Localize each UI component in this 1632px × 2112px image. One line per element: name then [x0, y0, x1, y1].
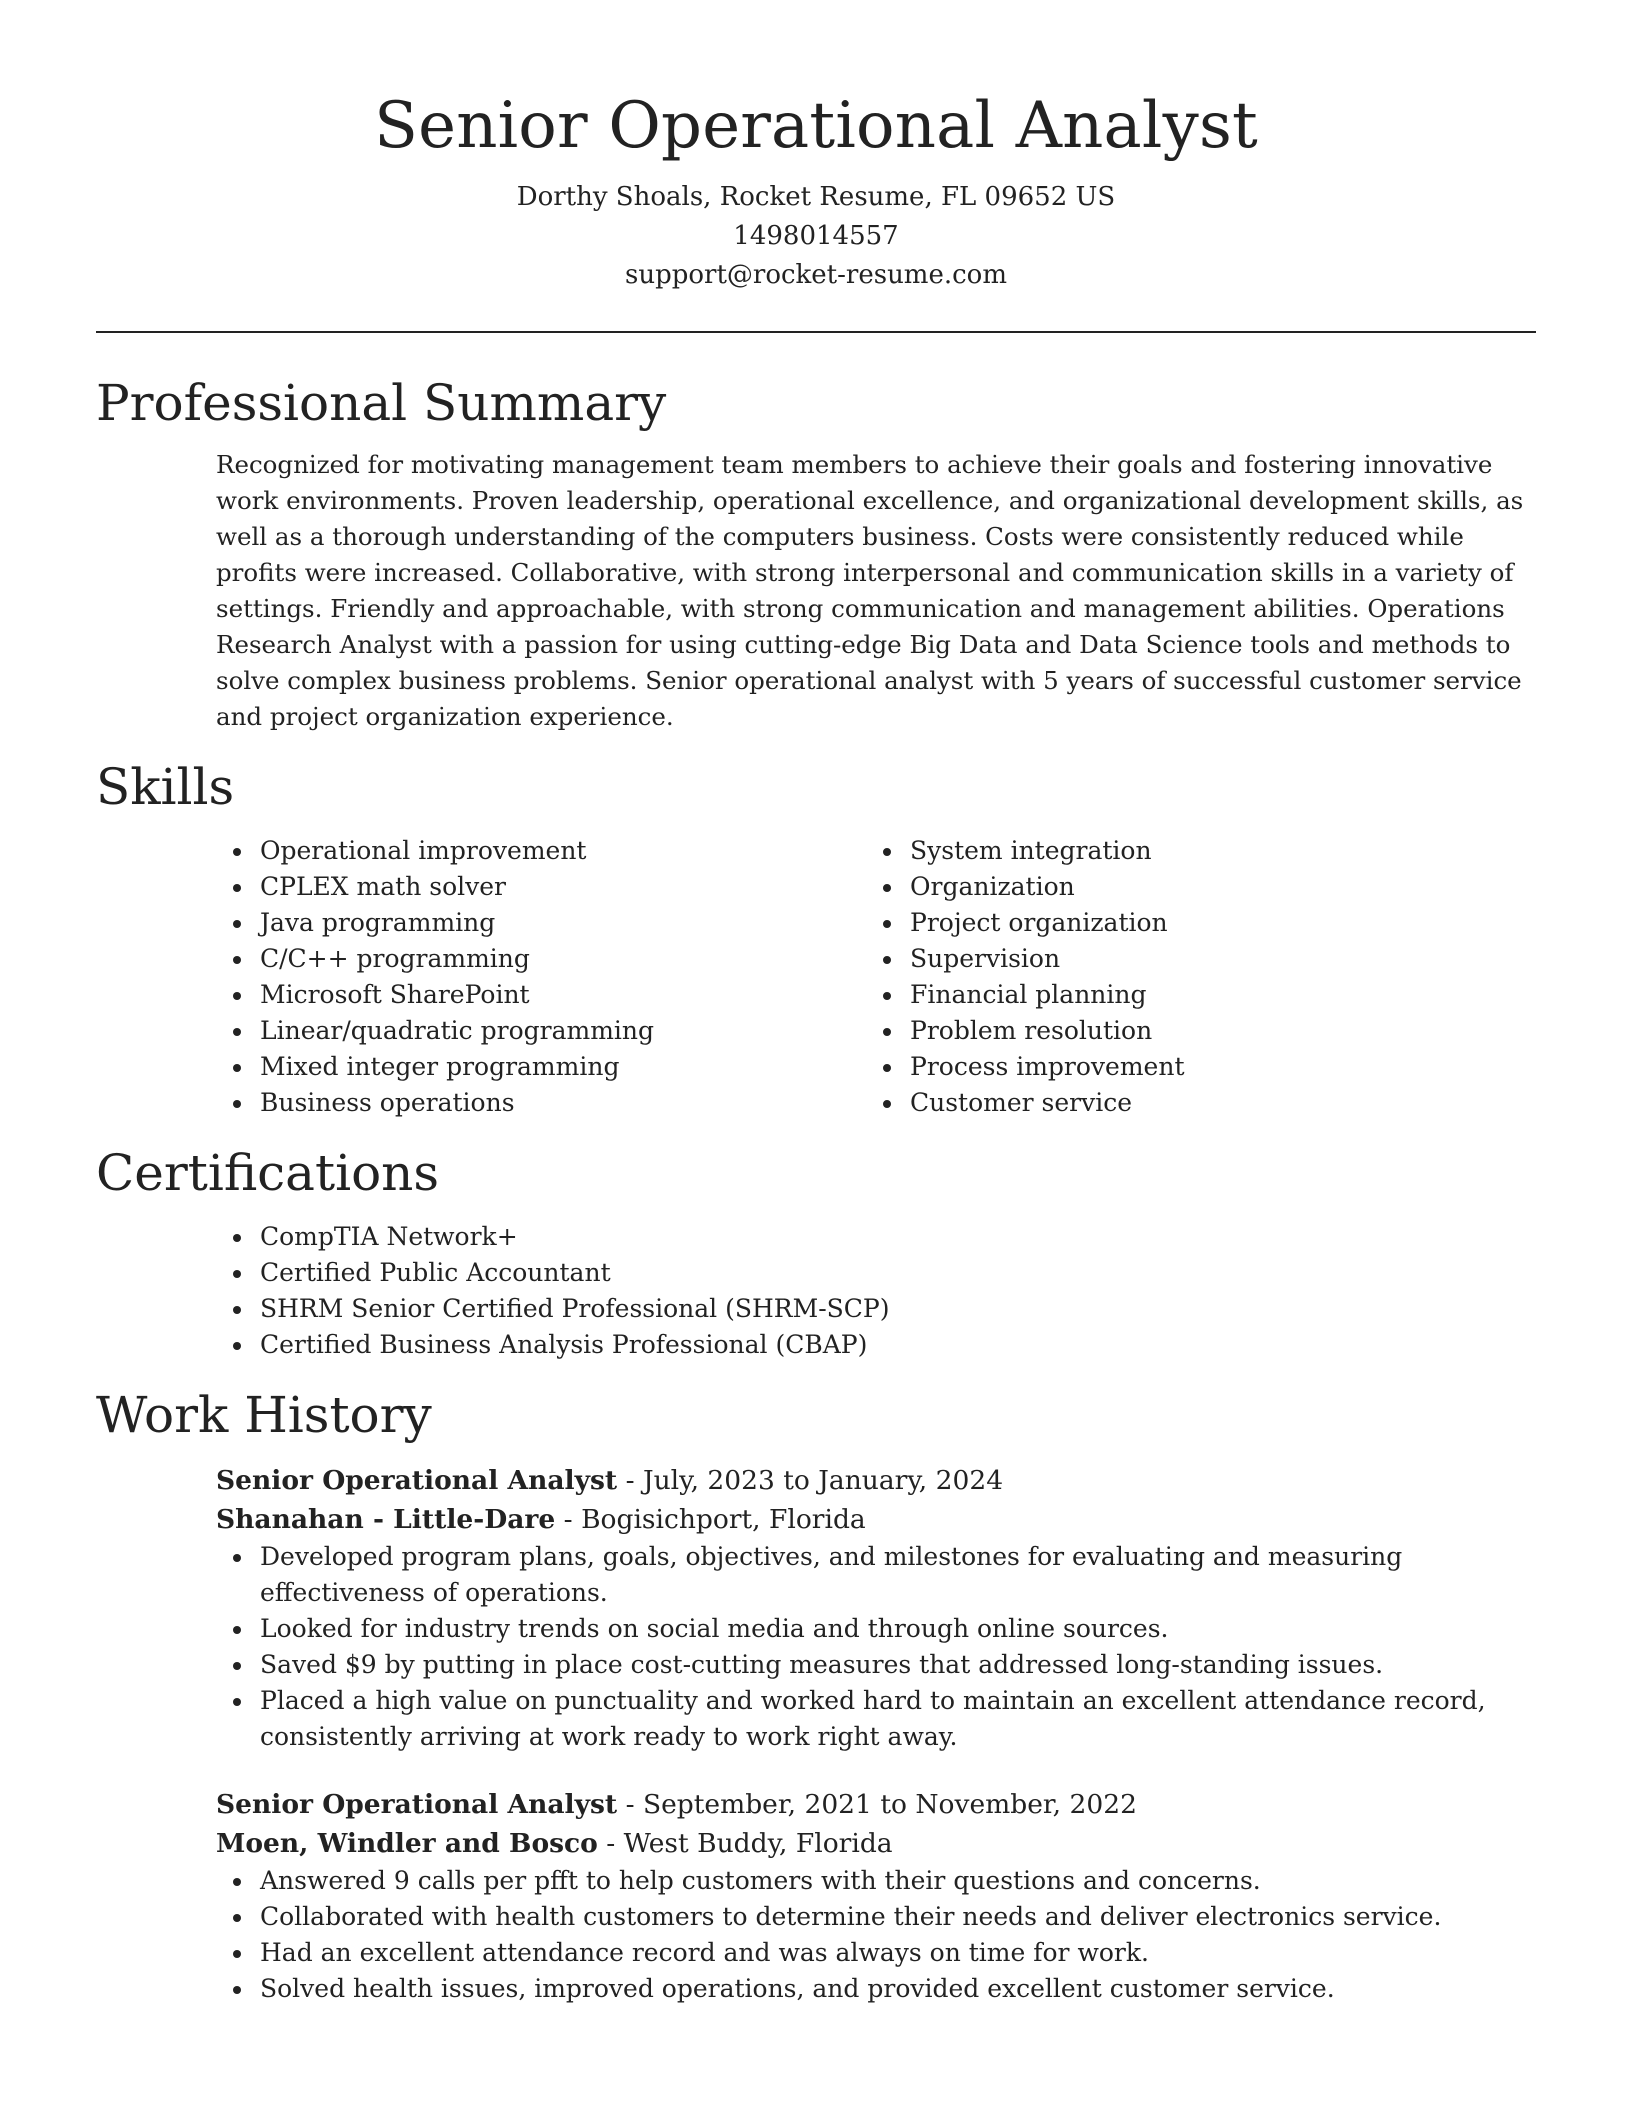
- job-entry: [216, 1461, 1536, 1755]
- skill-item: Supervision: [910, 941, 1516, 977]
- bullet-icon: [233, 1306, 241, 1314]
- bullet-icon: [233, 1662, 241, 1670]
- skill-item: Problem resolution: [910, 1013, 1516, 1049]
- skill-item: Business operations: [260, 1085, 866, 1121]
- bullet-icon: [883, 848, 891, 856]
- job-duty-item: Collaborated with health customers to determine their needs and deliver electronics service.: [260, 1899, 1536, 1935]
- certifications-list: [216, 1219, 1536, 1363]
- certification-item: Certified Business Analysis Professional (CBAP): [260, 1327, 1536, 1363]
- skill-item: Customer service: [910, 1085, 1516, 1121]
- skill-item: CPLEX math solver: [260, 869, 866, 905]
- job-location: Bogisichport, Florida: [581, 1504, 866, 1535]
- bullet-icon: [233, 1100, 241, 1108]
- skill-item: System integration: [910, 833, 1516, 869]
- summary-heading: Professional Summary: [96, 374, 667, 432]
- page-title: Senior Operational Analyst: [374, 89, 1258, 163]
- header-divider: [96, 331, 1536, 333]
- bullet-icon: [233, 1914, 241, 1922]
- skill-item: Process improvement: [910, 1049, 1516, 1085]
- bullet-icon: [883, 1028, 891, 1036]
- skills-column-left: [216, 833, 866, 1121]
- certifications-heading: Certifications: [96, 1144, 440, 1202]
- certification-item: CompTIA Network+: [260, 1219, 1536, 1255]
- job-duty-item: Looked for industry trends on social media and through online sources.: [260, 1611, 1536, 1647]
- contact-block: [96, 178, 1536, 295]
- job-duty-item: Saved $9 by putting in place cost-cutting measures that addressed long-standing issues.: [260, 1647, 1536, 1683]
- job-role-line: Senior Operational Analyst - July, 2023 to January, 2024: [216, 1465, 1004, 1496]
- bullet-icon: [233, 1950, 241, 1958]
- job-role-line: Senior Operational Analyst - September, 2021 to November, 2022: [216, 1789, 1137, 1820]
- job-company: Moen, Windler and Bosco: [216, 1828, 598, 1859]
- skill-item: Project organization: [910, 905, 1516, 941]
- skill-item: C/C++ programming: [260, 941, 866, 977]
- skills-heading: Skills: [96, 758, 235, 816]
- job-duties: [216, 1863, 1536, 2007]
- job-duty-item: Answered 9 calls per pfft to help customers with their questions and concerns.: [260, 1863, 1536, 1899]
- bullet-icon: [233, 1878, 241, 1886]
- job-duty-item: Developed program plans, goals, objectives, and milestones for evaluating and measuring effectiveness of operations.: [260, 1539, 1536, 1611]
- bullet-icon: [233, 1234, 241, 1242]
- job-dates: July, 2023 to January, 2024: [642, 1465, 1004, 1496]
- job-role: Senior Operational Analyst: [216, 1789, 618, 1820]
- job-company-line: Shanahan - Little-Dare - Bogisichport, Florida: [216, 1504, 866, 1535]
- job-duty-item: Placed a high value on punctuality and worked hard to maintain an excellent attendance record, consistently arriving at work ready to work right away.: [260, 1683, 1536, 1755]
- bullet-icon: [883, 1100, 891, 1108]
- resume-header: [96, 0, 1536, 295]
- bullet-icon: [233, 884, 241, 892]
- job-entry: [216, 1785, 1536, 2007]
- bullet-icon: [233, 848, 241, 856]
- bullet-icon: [233, 1270, 241, 1278]
- work-history-heading: Work History: [96, 1386, 432, 1444]
- bullet-icon: [233, 956, 241, 964]
- job-company: Shanahan - Little-Dare: [216, 1504, 556, 1535]
- bullet-icon: [883, 992, 891, 1000]
- bullet-icon: [233, 1342, 241, 1350]
- job-dates: September, 2021 to November, 2022: [642, 1789, 1137, 1820]
- bullet-icon: [233, 1626, 241, 1634]
- skill-item: Financial planning: [910, 977, 1516, 1013]
- bullet-icon: [233, 1698, 241, 1706]
- contact-phone: 1498014557: [733, 221, 899, 251]
- bullet-icon: [233, 1028, 241, 1036]
- certification-item: Certified Public Accountant: [260, 1255, 1536, 1291]
- skill-item: Microsoft SharePoint: [260, 977, 866, 1013]
- contact-address: Dorthy Shoals, Rocket Resume, FL 09652 US: [516, 182, 1116, 212]
- job-company-line: Moen, Windler and Bosco - West Buddy, Florida: [216, 1828, 893, 1859]
- job-duty-item: Had an excellent attendance record and was always on time for work.: [260, 1935, 1536, 1971]
- bullet-icon: [883, 920, 891, 928]
- bullet-icon: [883, 884, 891, 892]
- skill-item: Mixed integer programming: [260, 1049, 866, 1085]
- skill-item: Organization: [910, 869, 1516, 905]
- bullet-icon: [883, 956, 891, 964]
- summary-text: Recognized for motivating management team members to achieve their goals and fostering innovative work environments. Proven leadership, operational excellence, and organizational development skills, as well as a thorough understanding of the computers business. Costs were consistently reduced while profits were increased. Collaborative, with strong interpersonal and communication skills in a variety of settings. Friendly and approachable, with strong communication and management abilities. Operations Research Analyst with a passion for using cutting-edge Big Data and Data Science tools and methods to solve complex business problems. Senior operational analyst with 5 years of successful customer service and project organization experience.: [216, 450, 1524, 731]
- bullet-icon: [233, 1064, 241, 1072]
- bullet-icon: [233, 992, 241, 1000]
- skill-item: Java programming: [260, 905, 866, 941]
- skill-item: Operational improvement: [260, 833, 866, 869]
- contact-email: support@rocket-resume.com: [624, 260, 1007, 290]
- job-duties: [216, 1539, 1536, 1755]
- job-role: Senior Operational Analyst: [216, 1465, 618, 1496]
- skills-column-right: [866, 833, 1516, 1121]
- job-duty-item: Solved health issues, improved operations, and provided excellent customer service.: [260, 1971, 1536, 2007]
- skill-item: Linear/quadratic programming: [260, 1013, 866, 1049]
- certification-item: SHRM Senior Certified Professional (SHRM-SCP): [260, 1291, 1536, 1327]
- job-location: West Buddy, Florida: [623, 1828, 893, 1859]
- bullet-icon: [233, 920, 241, 928]
- bullet-icon: [883, 1064, 891, 1072]
- bullet-icon: [233, 1986, 241, 1994]
- bullet-icon: [233, 1554, 241, 1562]
- resume-page: [96, 0, 1536, 2007]
- skills-list: [216, 833, 1536, 1121]
